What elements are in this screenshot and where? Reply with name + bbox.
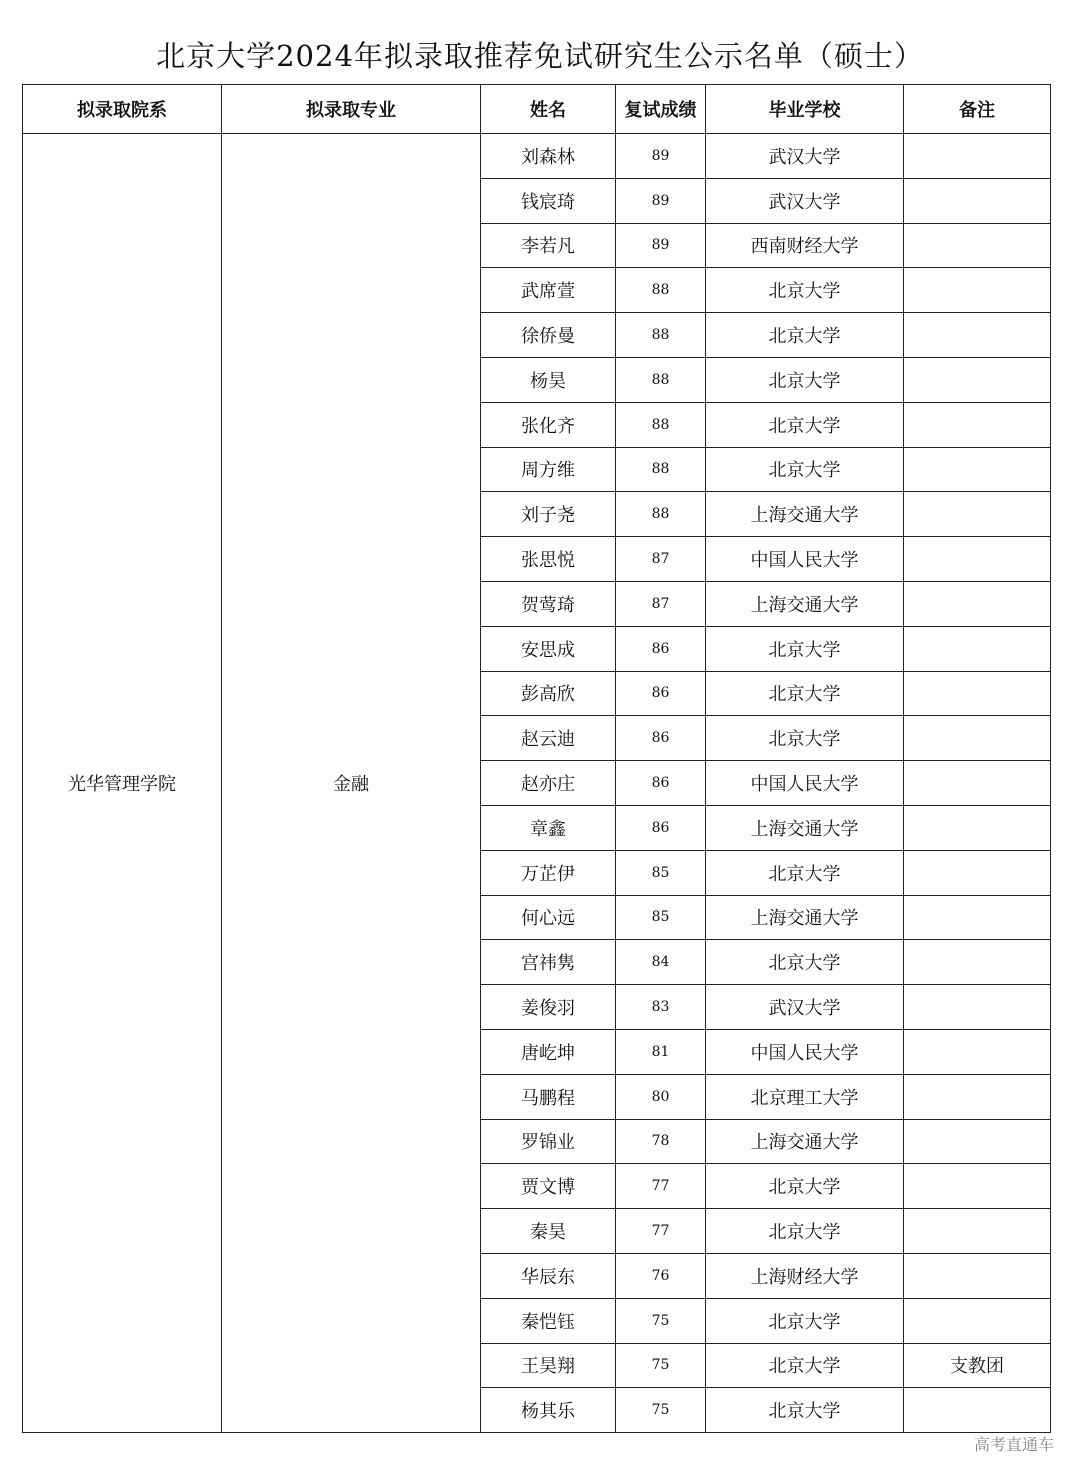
name-cell: 刘森林 bbox=[481, 134, 616, 179]
school-cell: 北京大学 bbox=[706, 626, 904, 671]
school-cell: 北京大学 bbox=[706, 268, 904, 313]
score-cell: 88 bbox=[616, 357, 706, 402]
score-cell: 89 bbox=[616, 223, 706, 268]
name-cell: 秦昊 bbox=[481, 1209, 616, 1254]
name-cell: 宫祎隽 bbox=[481, 940, 616, 985]
note-cell bbox=[904, 357, 1051, 402]
school-cell: 北京大学 bbox=[706, 1388, 904, 1433]
name-cell: 张思悦 bbox=[481, 537, 616, 582]
note-cell bbox=[904, 716, 1051, 761]
score-cell: 81 bbox=[616, 1029, 706, 1074]
note-cell bbox=[904, 313, 1051, 358]
note-cell bbox=[904, 402, 1051, 447]
name-cell: 华辰东 bbox=[481, 1253, 616, 1298]
school-cell: 中国人民大学 bbox=[706, 761, 904, 806]
name-cell: 贺莺琦 bbox=[481, 581, 616, 626]
score-cell: 78 bbox=[616, 1119, 706, 1164]
school-cell: 武汉大学 bbox=[706, 134, 904, 179]
note-cell bbox=[904, 985, 1051, 1030]
note-cell bbox=[904, 1388, 1051, 1433]
score-cell: 75 bbox=[616, 1388, 706, 1433]
name-cell: 王昊翔 bbox=[481, 1343, 616, 1388]
score-cell: 76 bbox=[616, 1253, 706, 1298]
school-cell: 武汉大学 bbox=[706, 985, 904, 1030]
note-cell bbox=[904, 492, 1051, 537]
note-cell bbox=[904, 134, 1051, 179]
score-cell: 89 bbox=[616, 178, 706, 223]
score-cell: 86 bbox=[616, 761, 706, 806]
score-cell: 77 bbox=[616, 1164, 706, 1209]
note-cell bbox=[904, 581, 1051, 626]
name-cell: 钱宸琦 bbox=[481, 178, 616, 223]
name-cell: 贾文博 bbox=[481, 1164, 616, 1209]
school-cell: 北京理工大学 bbox=[706, 1074, 904, 1119]
name-cell: 杨昊 bbox=[481, 357, 616, 402]
header-major: 拟录取专业 bbox=[222, 85, 481, 134]
department-cell: 光华管理学院 bbox=[23, 134, 222, 1433]
score-cell: 85 bbox=[616, 850, 706, 895]
note-cell bbox=[904, 1119, 1051, 1164]
note-cell bbox=[904, 178, 1051, 223]
major-cell: 金融 bbox=[222, 134, 481, 1433]
name-cell: 秦恺钰 bbox=[481, 1298, 616, 1343]
name-cell: 张化齐 bbox=[481, 402, 616, 447]
school-cell: 北京大学 bbox=[706, 940, 904, 985]
note-cell bbox=[904, 268, 1051, 313]
school-cell: 武汉大学 bbox=[706, 178, 904, 223]
score-cell: 88 bbox=[616, 268, 706, 313]
score-cell: 89 bbox=[616, 134, 706, 179]
name-cell: 安思成 bbox=[481, 626, 616, 671]
name-cell: 周方维 bbox=[481, 447, 616, 492]
score-cell: 84 bbox=[616, 940, 706, 985]
school-cell: 北京大学 bbox=[706, 1298, 904, 1343]
name-cell: 彭高欣 bbox=[481, 671, 616, 716]
score-cell: 86 bbox=[616, 805, 706, 850]
score-cell: 88 bbox=[616, 492, 706, 537]
school-cell: 北京大学 bbox=[706, 1164, 904, 1209]
note-cell bbox=[904, 895, 1051, 940]
table-header-row bbox=[23, 85, 1051, 134]
school-cell: 北京大学 bbox=[706, 313, 904, 358]
score-cell: 87 bbox=[616, 537, 706, 582]
score-cell: 75 bbox=[616, 1298, 706, 1343]
note-cell bbox=[904, 940, 1051, 985]
note-cell bbox=[904, 761, 1051, 806]
name-cell: 赵云迪 bbox=[481, 716, 616, 761]
school-cell: 上海交通大学 bbox=[706, 492, 904, 537]
school-cell: 北京大学 bbox=[706, 671, 904, 716]
admission-table bbox=[22, 84, 1051, 1433]
name-cell: 刘子尧 bbox=[481, 492, 616, 537]
score-cell: 88 bbox=[616, 447, 706, 492]
note-cell bbox=[904, 850, 1051, 895]
header-name: 姓名 bbox=[481, 85, 616, 134]
school-cell: 上海财经大学 bbox=[706, 1253, 904, 1298]
table-row bbox=[23, 134, 1051, 179]
name-cell: 武席萱 bbox=[481, 268, 616, 313]
name-cell: 赵亦庄 bbox=[481, 761, 616, 806]
school-cell: 西南财经大学 bbox=[706, 223, 904, 268]
score-cell: 88 bbox=[616, 402, 706, 447]
name-cell: 唐屹坤 bbox=[481, 1029, 616, 1074]
note-cell bbox=[904, 447, 1051, 492]
score-cell: 86 bbox=[616, 626, 706, 671]
header-score: 复试成绩 bbox=[616, 85, 706, 134]
score-cell: 86 bbox=[616, 671, 706, 716]
school-cell: 中国人民大学 bbox=[706, 537, 904, 582]
name-cell: 何心远 bbox=[481, 895, 616, 940]
score-cell: 83 bbox=[616, 985, 706, 1030]
school-cell: 北京大学 bbox=[706, 850, 904, 895]
school-cell: 上海交通大学 bbox=[706, 895, 904, 940]
header-school: 毕业学校 bbox=[706, 85, 904, 134]
note-cell bbox=[904, 537, 1051, 582]
name-cell: 马鹏程 bbox=[481, 1074, 616, 1119]
score-cell: 86 bbox=[616, 716, 706, 761]
score-cell: 88 bbox=[616, 313, 706, 358]
score-cell: 87 bbox=[616, 581, 706, 626]
school-cell: 北京大学 bbox=[706, 447, 904, 492]
header-department: 拟录取院系 bbox=[23, 85, 222, 134]
school-cell: 中国人民大学 bbox=[706, 1029, 904, 1074]
note-cell bbox=[904, 1298, 1051, 1343]
name-cell: 杨其乐 bbox=[481, 1388, 616, 1433]
school-cell: 上海交通大学 bbox=[706, 1119, 904, 1164]
name-cell: 徐侨曼 bbox=[481, 313, 616, 358]
header-note: 备注 bbox=[904, 85, 1051, 134]
note-cell bbox=[904, 1253, 1051, 1298]
school-cell: 北京大学 bbox=[706, 402, 904, 447]
note-cell bbox=[904, 223, 1051, 268]
name-cell: 万芷伊 bbox=[481, 850, 616, 895]
name-cell: 李若凡 bbox=[481, 223, 616, 268]
note-cell bbox=[904, 1029, 1051, 1074]
note-cell bbox=[904, 1074, 1051, 1119]
school-cell: 北京大学 bbox=[706, 357, 904, 402]
name-cell: 罗锦业 bbox=[481, 1119, 616, 1164]
school-cell: 北京大学 bbox=[706, 716, 904, 761]
watermark: 高考直通车 bbox=[973, 1435, 1054, 1454]
note-cell bbox=[904, 671, 1051, 716]
note-cell bbox=[904, 626, 1051, 671]
score-cell: 77 bbox=[616, 1209, 706, 1254]
page-title: 北京大学2024年拟录取推荐免试研究生公示名单（硕士） bbox=[156, 39, 924, 73]
name-cell: 章鑫 bbox=[481, 805, 616, 850]
note-cell bbox=[904, 805, 1051, 850]
school-cell: 北京大学 bbox=[706, 1343, 904, 1388]
school-cell: 上海交通大学 bbox=[706, 805, 904, 850]
name-cell: 姜俊羽 bbox=[481, 985, 616, 1030]
school-cell: 北京大学 bbox=[706, 1209, 904, 1254]
score-cell: 80 bbox=[616, 1074, 706, 1119]
school-cell: 上海交通大学 bbox=[706, 581, 904, 626]
note-cell bbox=[904, 1209, 1051, 1254]
note-cell: 支教团 bbox=[904, 1343, 1051, 1388]
note-cell bbox=[904, 1164, 1051, 1209]
score-cell: 85 bbox=[616, 895, 706, 940]
score-cell: 75 bbox=[616, 1343, 706, 1388]
